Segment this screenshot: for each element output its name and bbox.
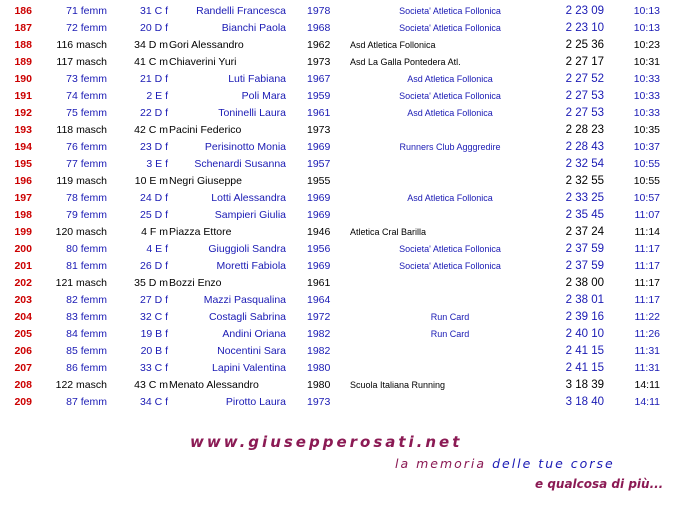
- position-cell: 201: [14, 260, 32, 272]
- table-row: [0, 377, 677, 394]
- table-row: [0, 292, 677, 309]
- birth-year-cell: 1957: [307, 158, 331, 170]
- finish-time-cell: 2 41 15: [565, 362, 604, 374]
- position-cell: 203: [14, 294, 32, 306]
- club-cell: Asd Atletica Follonica: [407, 193, 493, 203]
- birth-year-cell: 1961: [307, 107, 331, 119]
- category-cell: 35 D m: [134, 277, 168, 289]
- category-cell: 10 E m: [134, 175, 168, 187]
- finish-time-cell: 2 25 36: [565, 39, 604, 51]
- category-cell: 27 D f: [139, 294, 168, 306]
- table-row: [0, 207, 677, 224]
- finish-time-cell: 2 27 53: [565, 107, 604, 119]
- pace-cell: 11:14: [634, 226, 660, 238]
- finish-time-cell: 2 37 59: [565, 243, 604, 255]
- pace-cell: 10:31: [633, 56, 660, 68]
- finish-time-cell: 3 18 40: [565, 396, 604, 408]
- gender-rank-cell: 116 masch: [56, 39, 107, 51]
- athlete-name-cell: Moretti Fabiola: [216, 260, 286, 272]
- birth-year-cell: 1946: [307, 226, 331, 238]
- finish-time-cell: 2 40 10: [565, 328, 604, 340]
- gender-rank-cell: 78 femm: [66, 192, 107, 204]
- pace-cell: 10:35: [633, 124, 660, 136]
- table-row: [0, 224, 677, 241]
- birth-year-cell: 1980: [307, 379, 331, 391]
- birth-year-cell: 1969: [307, 141, 331, 153]
- gender-rank-cell: 72 femm: [66, 22, 107, 34]
- position-cell: 207: [14, 362, 32, 374]
- birth-year-cell: 1980: [307, 362, 331, 374]
- finish-time-cell: 2 28 43: [565, 141, 604, 153]
- gender-rank-cell: 82 femm: [66, 294, 107, 306]
- athlete-name-cell: Mazzi Pasqualina: [203, 294, 286, 306]
- table-row: [0, 394, 677, 411]
- pace-cell: 10:33: [633, 73, 660, 85]
- gender-rank-cell: 74 femm: [66, 90, 107, 102]
- athlete-name-cell: Randelli Francesca: [196, 5, 286, 17]
- site-url[interactable]: www.giusepperosati.net: [190, 433, 463, 451]
- table-row: [0, 190, 677, 207]
- category-cell: 24 D f: [139, 192, 168, 204]
- finish-time-cell: 2 39 16: [565, 311, 604, 323]
- pace-cell: 10:13: [633, 5, 660, 17]
- finish-time-cell: 2 38 01: [565, 294, 604, 306]
- birth-year-cell: 1973: [307, 396, 331, 408]
- athlete-name-cell: Lotti Alessandra: [211, 192, 286, 204]
- athlete-name-cell: Costagli Sabrina: [208, 311, 286, 323]
- position-cell: 192: [14, 107, 32, 119]
- pace-cell: 10:55: [633, 158, 660, 170]
- position-cell: 193: [14, 124, 32, 136]
- finish-time-cell: 2 33 25: [565, 192, 604, 204]
- position-cell: 209: [14, 396, 32, 408]
- club-cell: Asd Atletica Follonica: [407, 74, 493, 84]
- position-cell: 196: [14, 175, 32, 187]
- gender-rank-cell: 85 femm: [66, 345, 107, 357]
- athlete-name-cell: Luti Fabiana: [228, 73, 286, 85]
- category-cell: 23 D f: [139, 141, 168, 153]
- birth-year-cell: 1973: [307, 56, 331, 68]
- pace-cell: 10:37: [633, 141, 660, 153]
- pace-cell: 11:17: [634, 260, 660, 272]
- pace-cell: 11:17: [634, 243, 660, 255]
- category-cell: 21 D f: [139, 73, 168, 85]
- table-row: [0, 122, 677, 139]
- pace-cell: 10:13: [633, 22, 660, 34]
- birth-year-cell: 1962: [307, 39, 331, 51]
- finish-time-cell: 2 27 52: [565, 73, 604, 85]
- finish-time-cell: 2 37 59: [565, 260, 604, 272]
- athlete-name-cell: Perisinotto Monia: [204, 141, 286, 153]
- athlete-name-cell: Bozzi Enzo: [169, 277, 222, 289]
- category-cell: 4 F m: [141, 226, 168, 238]
- table-row: [0, 54, 677, 71]
- table-row: [0, 20, 677, 37]
- birth-year-cell: 1969: [307, 192, 331, 204]
- position-cell: 198: [14, 209, 32, 221]
- finish-time-cell: 2 23 09: [565, 5, 604, 17]
- club-cell: Run Card: [430, 329, 470, 339]
- birth-year-cell: 1956: [307, 243, 331, 255]
- position-cell: 191: [14, 90, 32, 102]
- pace-cell: 11:17: [634, 277, 660, 289]
- position-cell: 205: [14, 328, 32, 340]
- gender-rank-cell: 87 femm: [66, 396, 107, 408]
- athlete-name-cell: Schenardi Susanna: [194, 158, 286, 170]
- table-row: [0, 241, 677, 258]
- table-row: [0, 71, 677, 88]
- birth-year-cell: 1969: [307, 260, 331, 272]
- finish-time-cell: 2 27 17: [565, 56, 604, 68]
- club-cell: Asd La Galla Pontedera Atl.: [350, 57, 461, 67]
- finish-time-cell: 2 23 10: [565, 22, 604, 34]
- pace-cell: 10:55: [633, 175, 660, 187]
- club-cell: Societa' Atletica Follonica: [399, 244, 501, 254]
- athlete-name-cell: Lapini Valentina: [212, 362, 286, 374]
- category-cell: 32 C f: [139, 311, 168, 323]
- category-cell: 34 D m: [134, 39, 168, 51]
- athlete-name-cell: Gori Alessandro: [169, 39, 244, 51]
- category-cell: 42 C m: [134, 124, 168, 136]
- club-cell: Asd Atletica Follonica: [350, 40, 436, 50]
- category-cell: 25 D f: [139, 209, 168, 221]
- table-row: [0, 258, 677, 275]
- birth-year-cell: 1969: [307, 209, 331, 221]
- gender-rank-cell: 77 femm: [66, 158, 107, 170]
- birth-year-cell: 1972: [307, 311, 331, 323]
- athlete-name-cell: Bianchi Paola: [221, 22, 286, 34]
- finish-time-cell: 3 18 39: [565, 379, 604, 391]
- position-cell: 202: [14, 277, 32, 289]
- gender-rank-cell: 79 femm: [66, 209, 107, 221]
- table-row: [0, 343, 677, 360]
- table-row: [0, 326, 677, 343]
- birth-year-cell: 1961: [307, 277, 331, 289]
- position-cell: 206: [14, 345, 32, 357]
- athlete-name-cell: Pacini Federico: [169, 124, 242, 136]
- club-cell: Scuola Italiana Running: [350, 380, 446, 390]
- finish-time-cell: 2 41 15: [565, 345, 604, 357]
- gender-rank-cell: 76 femm: [66, 141, 107, 153]
- category-cell: 22 D f: [139, 107, 168, 119]
- athlete-name-cell: Piazza Ettore: [169, 226, 232, 238]
- results-table: [0, 3, 677, 411]
- tagline-part1: la memoria: [395, 456, 487, 471]
- table-row: [0, 3, 677, 20]
- pace-cell: 14:11: [634, 379, 660, 391]
- pace-cell: 11:26: [634, 328, 660, 340]
- category-cell: 43 C m: [134, 379, 168, 391]
- table-row: [0, 309, 677, 326]
- gender-rank-cell: 120 masch: [55, 226, 107, 238]
- gender-rank-cell: 86 femm: [66, 362, 107, 374]
- gender-rank-cell: 122 masch: [55, 379, 107, 391]
- category-cell: 2 E f: [146, 90, 168, 102]
- position-cell: 194: [14, 141, 32, 153]
- category-cell: 26 D f: [139, 260, 168, 272]
- position-cell: 188: [14, 39, 32, 51]
- category-cell: 31 C f: [139, 5, 168, 17]
- position-cell: 187: [14, 22, 32, 34]
- birth-year-cell: 1982: [307, 345, 331, 357]
- category-cell: 4 E f: [146, 243, 168, 255]
- club-cell: Asd Atletica Follonica: [407, 108, 493, 118]
- birth-year-cell: 1978: [307, 5, 331, 17]
- club-cell: Societa' Atletica Follonica: [399, 6, 501, 16]
- birth-year-cell: 1982: [307, 328, 331, 340]
- category-cell: 34 C f: [139, 396, 168, 408]
- category-cell: 20 B f: [140, 345, 168, 357]
- table-row: [0, 88, 677, 105]
- club-cell: Societa' Atletica Follonica: [399, 23, 501, 33]
- athlete-name-cell: Negri Giuseppe: [169, 175, 242, 187]
- gender-rank-cell: 80 femm: [66, 243, 107, 255]
- gender-rank-cell: 75 femm: [66, 107, 107, 119]
- finish-time-cell: 2 38 00: [565, 277, 604, 289]
- tagline-secondary: e qualcosa di più...: [535, 477, 664, 491]
- tagline: [395, 456, 615, 471]
- category-cell: 19 B f: [140, 328, 168, 340]
- category-cell: 20 D f: [139, 22, 168, 34]
- birth-year-cell: 1964: [307, 294, 331, 306]
- birth-year-cell: 1973: [307, 124, 331, 136]
- position-cell: 208: [14, 379, 32, 391]
- pace-cell: 10:57: [633, 192, 660, 204]
- club-cell: Run Card: [430, 312, 470, 322]
- athlete-name-cell: Poli Mara: [241, 90, 286, 102]
- position-cell: 200: [14, 243, 32, 255]
- pace-cell: 10:33: [633, 107, 660, 119]
- category-cell: 3 E f: [146, 158, 168, 170]
- athlete-name-cell: Giuggioli Sandra: [208, 243, 286, 255]
- gender-rank-cell: 84 femm: [66, 328, 107, 340]
- position-cell: 189: [14, 56, 32, 68]
- category-cell: 41 C m: [134, 56, 168, 68]
- finish-time-cell: 2 37 24: [565, 226, 604, 238]
- club-cell: Societa' Atletica Follonica: [399, 261, 501, 271]
- finish-time-cell: 2 32 55: [565, 175, 604, 187]
- pace-cell: 10:33: [633, 90, 660, 102]
- pace-cell: 11:31: [634, 345, 660, 357]
- birth-year-cell: 1967: [307, 73, 331, 85]
- pace-cell: 11:17: [634, 294, 660, 306]
- pace-cell: 11:31: [634, 362, 660, 374]
- table-row: [0, 275, 677, 292]
- position-cell: 195: [14, 158, 32, 170]
- position-cell: 190: [14, 73, 32, 85]
- table-row: [0, 360, 677, 377]
- birth-year-cell: 1968: [307, 22, 331, 34]
- gender-rank-cell: 121 masch: [55, 277, 107, 289]
- athlete-name-cell: Toninelli Laura: [218, 107, 286, 119]
- gender-rank-cell: 81 femm: [66, 260, 107, 272]
- table-row: [0, 139, 677, 156]
- gender-rank-cell: 118 masch: [56, 124, 107, 136]
- birth-year-cell: 1955: [307, 175, 331, 187]
- pace-cell: 14:11: [634, 396, 660, 408]
- category-cell: 33 C f: [139, 362, 168, 374]
- pace-cell: 10:23: [633, 39, 660, 51]
- finish-time-cell: 2 28 23: [565, 124, 604, 136]
- table-row: [0, 173, 677, 190]
- birth-year-cell: 1959: [307, 90, 331, 102]
- pace-cell: 11:22: [634, 311, 660, 323]
- gender-rank-cell: 71 femm: [66, 5, 107, 17]
- athlete-name-cell: Sampieri Giulia: [214, 209, 286, 221]
- pace-cell: 11:07: [634, 209, 660, 221]
- athlete-name-cell: Nocentini Sara: [217, 345, 286, 357]
- athlete-name-cell: Andini Oriana: [222, 328, 286, 340]
- club-cell: Runners Club Agggredire: [399, 142, 501, 152]
- position-cell: 186: [14, 5, 32, 17]
- position-cell: 197: [14, 192, 32, 204]
- club-cell: Societa' Atletica Follonica: [399, 91, 501, 101]
- table-row: [0, 156, 677, 173]
- club-cell: Atletica Cral Barilla: [350, 227, 427, 237]
- athlete-name-cell: Chiaverini Yuri: [169, 56, 237, 68]
- athlete-name-cell: Pirotto Laura: [225, 396, 286, 408]
- position-cell: 204: [14, 311, 32, 323]
- tagline-part2: delle tue corse: [492, 456, 615, 471]
- gender-rank-cell: 83 femm: [66, 311, 107, 323]
- finish-time-cell: 2 27 53: [565, 90, 604, 102]
- table-row: [0, 105, 677, 122]
- gender-rank-cell: 73 femm: [66, 73, 107, 85]
- position-cell: 199: [14, 226, 32, 238]
- gender-rank-cell: 117 masch: [56, 56, 107, 68]
- table-row: [0, 37, 677, 54]
- finish-time-cell: 2 32 54: [565, 158, 604, 170]
- athlete-name-cell: Menato Alessandro: [169, 379, 259, 391]
- finish-time-cell: 2 35 45: [565, 209, 604, 221]
- gender-rank-cell: 119 masch: [56, 175, 107, 187]
